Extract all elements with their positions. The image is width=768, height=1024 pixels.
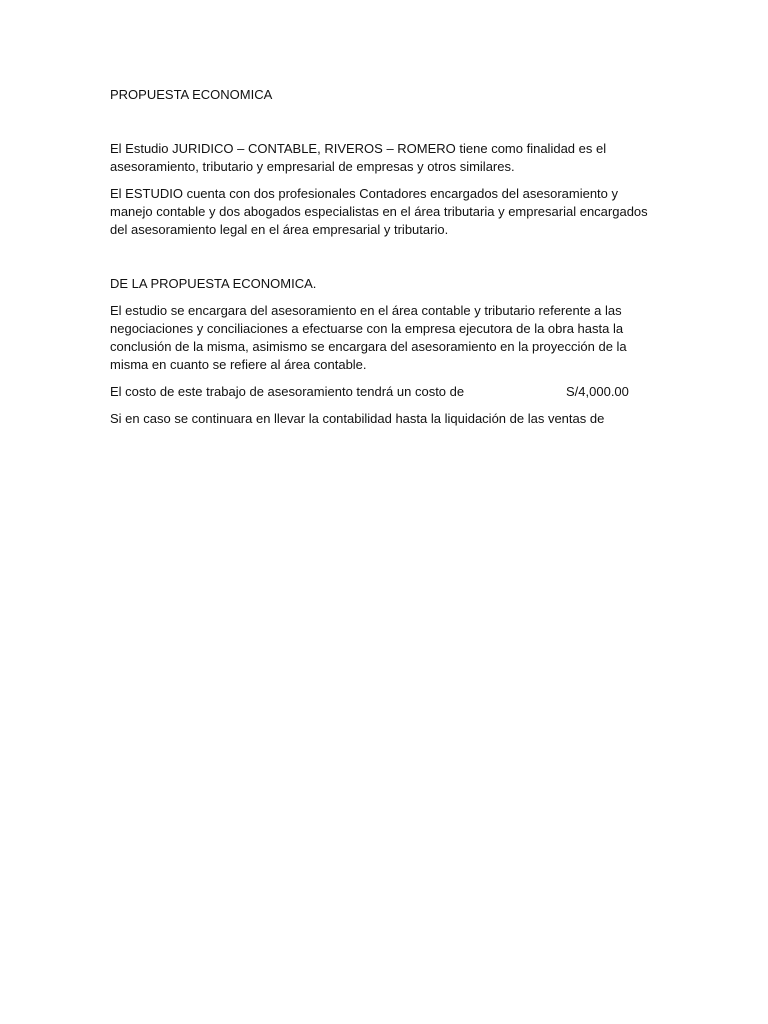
document-title: PROPUESTA ECONOMICA xyxy=(110,87,273,102)
staff-paragraph: El ESTUDIO cuenta con dos profesionales Contadores encargados del asesoramiento y manejo contable y dos abogados especialistas en el área tributaria y empresarial encargados del asesoramiento legal en el área empresarial y tributario. xyxy=(110,186,648,237)
continuation-paragraph: Si en caso se continuara en llevar la contabilidad hasta la liquidación de las ventas de xyxy=(110,411,605,426)
intro-paragraph: El Estudio JURIDICO – CONTABLE, RIVEROS – ROMERO tiene como finalidad es el asesoramiento, tributario y empresarial de empresas y otros similares. xyxy=(110,141,607,174)
cost-amount: S/4,000.00 xyxy=(566,384,629,399)
cost-line xyxy=(110,383,658,401)
section-heading: DE LA PROPUESTA ECONOMICA. xyxy=(110,276,317,291)
cost-text: El costo de este trabajo de asesoramiento tendrá un costo de xyxy=(110,384,465,399)
document-body xyxy=(110,86,658,428)
scope-paragraph: El estudio se encargara del asesoramiento en el área contable y tributario referente a las negociaciones y conciliaciones a efectuarse con la empresa ejecutora de la obra hasta la conclusión de la misma, asimismo se encargara del asesoramiento en la proyección de la misma en cuanto se refiere al área contable. xyxy=(110,303,627,372)
